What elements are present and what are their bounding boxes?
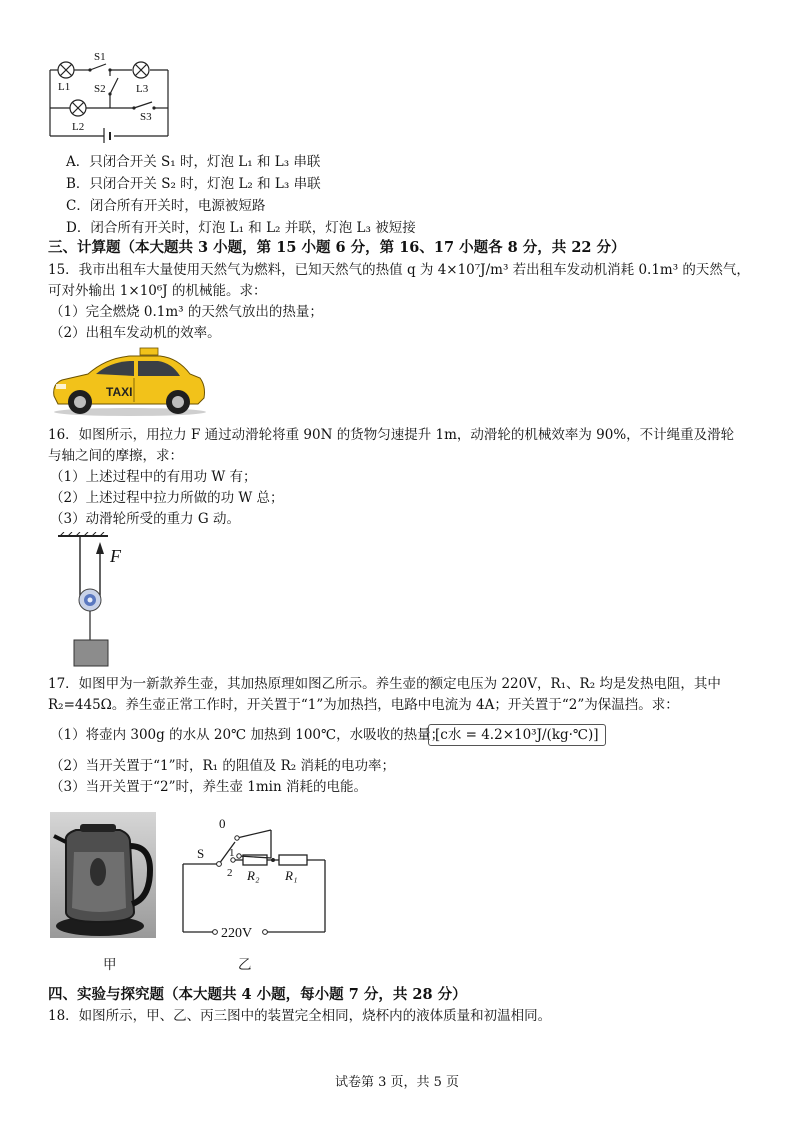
option-a: A．只闭合开关 S₁ 时，灯泡 L₁ 和 L₃ 串联 — [66, 154, 321, 170]
option-d: D．闭合所有开关时，灯泡 L₁ 和 L₂ 并联，灯泡 L₃ 被短接 — [66, 220, 416, 236]
label-switch-s: S — [197, 846, 205, 861]
taxi-text: TAXI — [106, 385, 133, 399]
specific-heat-formula: [c水 = 4.2×10³J/(kg·℃)] — [428, 724, 606, 746]
label-l2: L2 — [72, 121, 85, 133]
fig-yi-label: 乙 — [238, 957, 252, 973]
heating-circuit-diagram — [175, 812, 335, 947]
q15-sub1: （1）完全燃烧 0.1m³ 的天然气放出的热量； — [50, 304, 323, 320]
q15-line2: 可对外输出 1×10⁶J 的机械能。求： — [48, 283, 267, 299]
label-r2: R₂ — [247, 868, 260, 883]
taxi-illustration — [48, 346, 210, 418]
page-footer: 试卷第 3 页，共 5 页 — [334, 1075, 460, 1090]
label-pos0: 0 — [219, 816, 226, 831]
label-s3: S3 — [140, 111, 152, 123]
label-voltage: 220V — [221, 926, 253, 941]
q16-line2: 与轴之间的摩擦，求： — [48, 448, 183, 464]
label-pos2: 2 — [227, 867, 233, 879]
section3-title: 三、计算题（本大题共 3 小题，第 15 小题 6 分，第 16、17 小题各 8 分，共 22 分） — [48, 239, 626, 256]
label-s1: S1 — [94, 51, 106, 63]
label-r1: R₁ — [285, 868, 298, 883]
section4-title: 四、实验与探究题（本大题共 4 小题，每小题 7 分，共 28 分） — [48, 986, 467, 1003]
q15-line1: 15．我市出租车大量使用天然气为燃料，已知天然气的热值 q 为 4×10⁷J/m³ 若出租车发动机消耗 0.1m³ 的天然气， — [48, 262, 750, 278]
q17-sub1: （1）将壶内 300g 的水从 20℃ 加热到 100℃，水吸收的热量； — [50, 727, 445, 743]
q16-sub3: （3）动滑轮所受的重力 G 动。 — [50, 511, 240, 527]
q15-sub2: （2）出租车发动机的效率。 — [50, 325, 221, 341]
q18-line1: 18．如图所示，甲、乙、丙三图中的装置完全相同，烧杯内的液体质量和初温相同。 — [48, 1008, 552, 1024]
label-s2: S2 — [94, 83, 106, 95]
fig-jia-label: 甲 — [103, 957, 117, 973]
pulley-diagram — [50, 532, 150, 670]
label-pos1: 1 — [229, 847, 235, 859]
lamp-circuit-diagram — [44, 48, 174, 143]
label-l1: L1 — [58, 81, 71, 93]
q16-sub2: （2）上述过程中拉力所做的功 W 总； — [50, 490, 284, 506]
label-l3: L3 — [136, 83, 149, 95]
kettle-photo — [50, 812, 156, 938]
q17-line2: R₂=445Ω。养生壶正常工作时，开关置于“1”为加热挡，电路中电流为 4A；开关置于“2”为保温挡。求： — [48, 697, 679, 713]
q17-sub2: （2）当开关置于“1”时，R₁ 的阻值及 R₂ 消耗的电功率； — [50, 758, 396, 774]
option-c: C．闭合所有开关时，电源被短路 — [66, 198, 266, 214]
q17-sub3: （3）当开关置于“2”时，养生壶 1min 消耗的电能。 — [50, 779, 367, 795]
q17-line1: 17．如图甲为一新款养生壶，其加热原理如图乙所示。养生壶的额定电压为 220V，R₁、R₂ 均是发热电阻，其中 — [48, 676, 721, 692]
q16-sub1: （1）上述过程中的有用功 W 有； — [50, 469, 257, 485]
force-label: F — [110, 546, 121, 566]
option-b: B．只闭合开关 S₂ 时，灯泡 L₂ 和 L₃ 串联 — [66, 176, 321, 192]
q16-line1: 16．如图所示，用拉力 F 通过动滑轮将重 90N 的货物匀速提升 1m，动滑轮的机械效率为 90%，不计绳重及滑轮 — [48, 427, 735, 443]
